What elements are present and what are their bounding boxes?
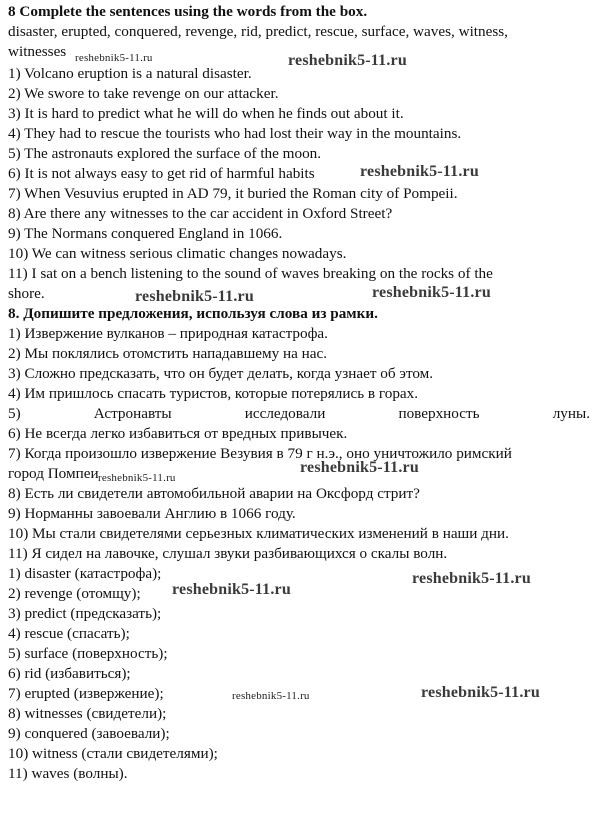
watermark: reshebnik5-11.ru — [172, 581, 291, 598]
en-sentence-2: 2) We swore to take revenge on our attacker. — [8, 85, 279, 102]
answer-6: 6) rid (избавиться); — [8, 665, 131, 682]
answer-8: 8) witnesses (свидетели); — [8, 705, 167, 722]
en-sentence-3: 3) It is hard to predict what he will do when he finds out about it. — [8, 105, 404, 122]
en-sentence-9: 9) The Normans conquered England in 1066. — [8, 225, 283, 242]
ru-sentence-10: 10) Мы стали свидетелями серьезных климатических изменений в наши дни. — [8, 525, 509, 542]
answer-1: 1) disaster (катастрофа); — [8, 565, 162, 582]
ru-sentence-5-word: поверхность — [398, 405, 480, 422]
watermark: reshebnik5-11.ru — [300, 459, 419, 476]
en-sentence-7: 7) When Vesuvius erupted in AD 79, it buried the Roman city of Pompeii. — [8, 185, 458, 202]
ru-sentence-5 — [8, 404, 590, 423]
ru-sentence-4: 4) Им пришлось спасать туристов, которые потерялись в горах. — [8, 385, 419, 402]
ru-sentence-7-cont: город Помпеи — [8, 465, 99, 482]
watermark: reshebnik5-11.ru — [372, 284, 491, 301]
en-sentence-11-cont: shore. — [8, 285, 45, 302]
ru-sentence-11: 11) Я сидел на лавочке, слушал звуки разбивающихся о скалы волн. — [8, 545, 448, 562]
english-heading: 8 Complete the sentences using the words from the box. — [8, 3, 368, 20]
en-sentence-6: 6) It is not always easy to get rid of harmful habits — [8, 165, 315, 182]
ru-sentence-2: 2) Мы поклялись отомстить нападавшему на нас. — [8, 345, 328, 362]
answer-10: 10) witness (стали свидетелями); — [8, 745, 218, 762]
answer-11: 11) waves (волны). — [8, 765, 128, 782]
en-sentence-8: 8) Are there any witnesses to the car accident in Oxford Street? — [8, 205, 393, 222]
en-sentence-5: 5) The astronauts explored the surface of the moon. — [8, 145, 322, 162]
word-box-line-1: disaster, erupted, conquered, revenge, rid, predict, rescue, surface, waves, witness, — [8, 23, 508, 40]
watermark: reshebnik5-11.ru — [412, 570, 531, 587]
en-sentence-11: 11) I sat on a bench listening to the sound of waves breaking on the rocks of the — [8, 265, 493, 282]
ru-sentence-5-word: луны. — [552, 405, 590, 422]
answer-7: 7) erupted (извержение); — [8, 685, 164, 702]
en-sentence-10: 10) We can witness serious climatic changes nowadays. — [8, 245, 347, 262]
ru-sentence-3: 3) Сложно предсказать, что он будет делать, когда узнает об этом. — [8, 365, 434, 382]
answer-2: 2) revenge (отомщу); — [8, 585, 141, 602]
answer-4: 4) rescue (спасать); — [8, 625, 130, 642]
ru-sentence-5-word: исследовали — [244, 405, 326, 422]
word-box-line-2: witnesses — [8, 43, 67, 60]
answer-9: 9) conquered (завоевали); — [8, 725, 170, 742]
ru-sentence-9: 9) Норманны завоевали Англию в 1066 году. — [8, 505, 296, 522]
answer-3: 3) predict (предсказать); — [8, 605, 162, 622]
en-sentence-4: 4) They had to rescue the tourists who had lost their way in the mountains. — [8, 125, 462, 142]
watermark: reshebnik5-11.ru — [98, 472, 176, 484]
russian-heading: 8. Допишите предложения, используя слова из рамки. — [8, 305, 378, 322]
ru-sentence-8: 8) Есть ли свидетели автомобильной аварии на Оксфорд стрит? — [8, 485, 420, 502]
ru-sentence-5-word: Астронавты — [93, 405, 172, 422]
watermark: reshebnik5-11.ru — [288, 52, 407, 69]
watermark: reshebnik5-11.ru — [232, 690, 310, 702]
ru-sentence-1: 1) Извержение вулканов – природная катастрофа. — [8, 325, 328, 342]
watermark: reshebnik5-11.ru — [75, 52, 153, 64]
ru-sentence-5-word: 5) — [8, 405, 21, 422]
watermark: reshebnik5-11.ru — [360, 163, 479, 180]
ru-sentence-6: 6) Не всегда легко избавиться от вредных привычек. — [8, 425, 348, 442]
en-sentence-1: 1) Volcano eruption is a natural disaster. — [8, 65, 252, 82]
watermark: reshebnik5-11.ru — [135, 288, 254, 305]
ru-sentence-7: 7) Когда произошло извержение Везувия в 79 г н.э., оно уничтожило римский — [8, 445, 512, 462]
watermark: reshebnik5-11.ru — [421, 684, 540, 701]
answer-5: 5) surface (поверхность); — [8, 645, 168, 662]
